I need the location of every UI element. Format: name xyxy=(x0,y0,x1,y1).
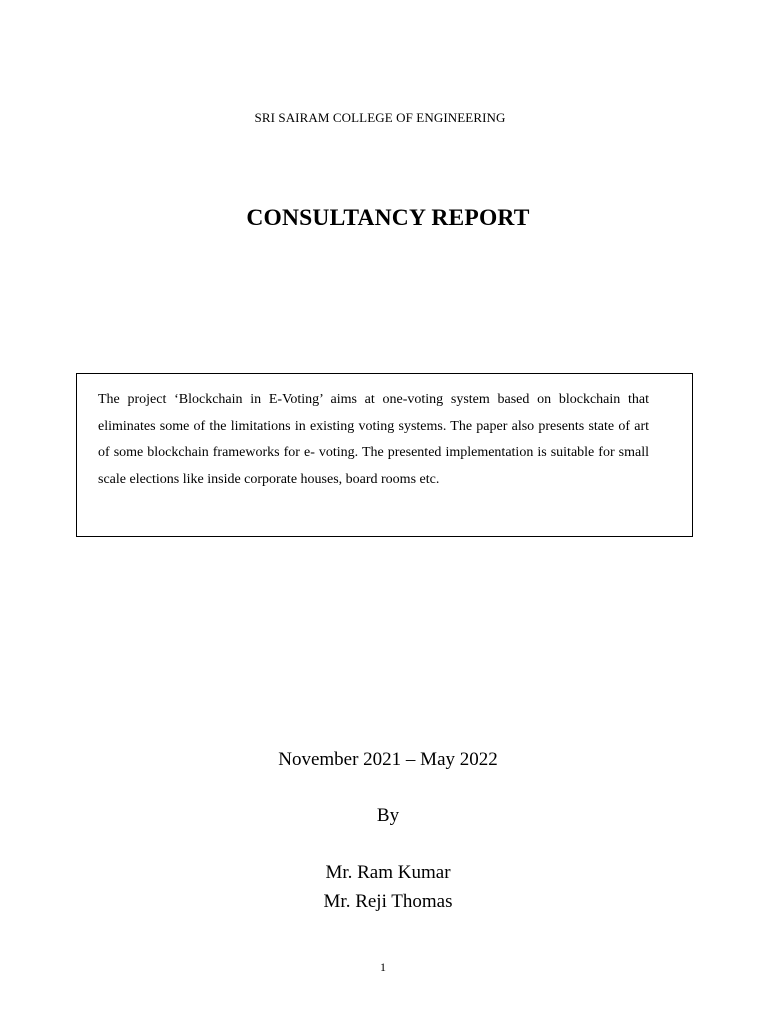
author-list xyxy=(0,858,768,916)
page-number: 1 xyxy=(380,960,386,974)
abstract-box xyxy=(76,373,693,537)
abstract-text: The project ‘Blockchain in E-Voting’ aims at one-voting system based on blockchain that eliminates some of the limitations in existing voting systems. The paper also presents state of art of some blockchain frameworks for e- voting. The presented implementation is suitable for small scale elections like inside corporate houses, board rooms etc. xyxy=(98,392,649,487)
author-name: Mr. Ram Kumar xyxy=(325,862,451,883)
institution-name: SRI SAIRAM COLLEGE OF ENGINEERING xyxy=(254,110,506,125)
report-period: November 2021 – May 2022 xyxy=(278,749,498,770)
author-name: Mr. Reji Thomas xyxy=(323,891,453,912)
by-label: By xyxy=(376,805,400,826)
report-title: CONSULTANCY REPORT xyxy=(246,205,530,231)
